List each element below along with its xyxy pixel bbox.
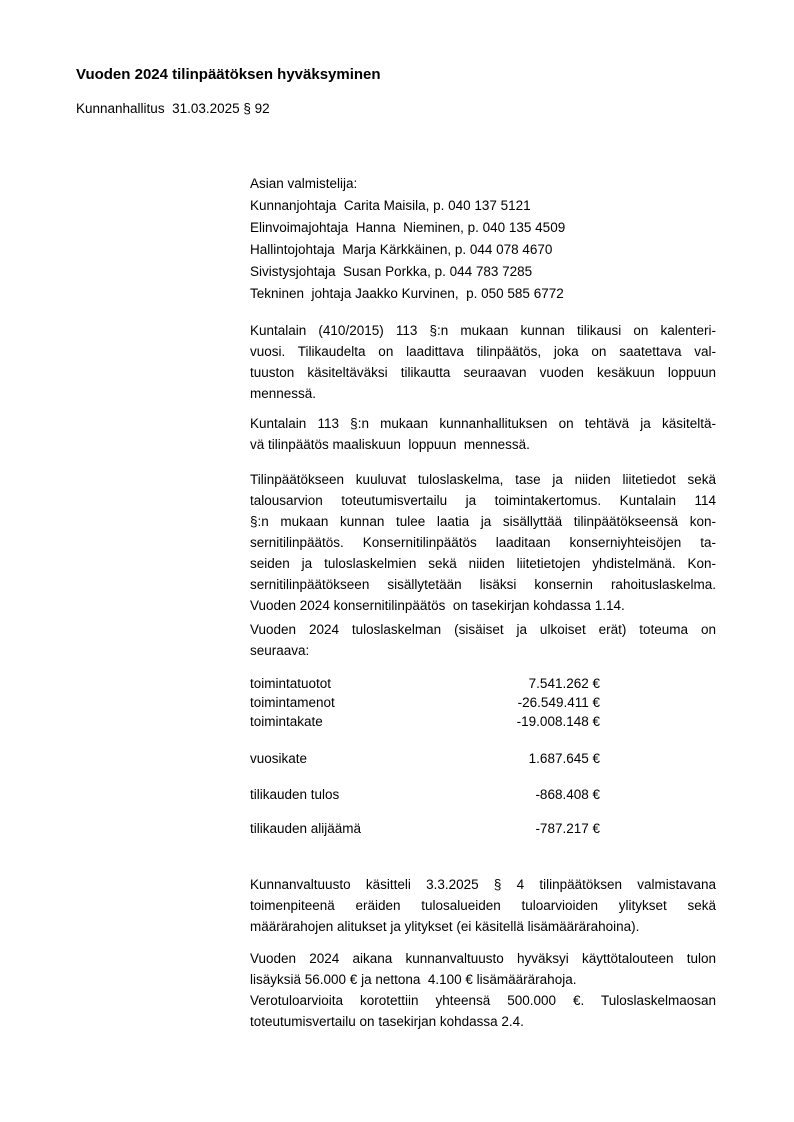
row-label: toimintatuotot <box>250 676 332 691</box>
paragraph-line: seuraava: <box>250 643 310 658</box>
row-value: -787.217 € <box>535 821 600 836</box>
committee-reference-line: Kunnanhallitus 31.03.2025 § 92 <box>76 101 270 116</box>
table-row <box>250 674 600 693</box>
table-row <box>250 712 600 731</box>
preparer-section <box>250 173 716 305</box>
row-label: tilikauden alijäämä <box>250 821 362 836</box>
paragraph-line: Kuntalain 113 §:n mukaan kunnanhallituksen on tehtävä ja käsiteltä- <box>250 416 716 431</box>
income-statement-table <box>250 674 600 838</box>
paragraph-line: lisäyksiä 56.000 € ja nettona 4.100 € lisämäärärahoja. <box>250 972 577 987</box>
paragraph-council-preparation <box>250 874 716 937</box>
preparer-contact: Hallintojohtaja Marja Kärkkäinen, p. 044 078 4670 <box>250 242 553 257</box>
table-row <box>250 749 600 768</box>
page-title: Vuoden 2024 tilinpäätöksen hyväksyminen <box>76 66 381 83</box>
paragraph-line: mennessä. <box>250 386 317 401</box>
preparer-contact: Kunnanjohtaja Carita Maisila, p. 040 137 5121 <box>250 198 531 213</box>
row-value: -868.408 € <box>535 787 600 802</box>
paragraph-line: Vuoden 2024 aikana kunnanvaltuusto hyväksyi käyttötalouteen tulon <box>250 951 716 966</box>
paragraph-line: sernitilinpäätökseen sisällytetään lisäksi konsernin rahoituslaskelma. <box>250 577 716 592</box>
row-label: toimintamenot <box>250 695 335 710</box>
paragraph-line: talousarvion toteutumisvertailu ja toimintakertomus. Kuntalain 114 <box>250 493 716 508</box>
paragraph-line: sernitilinpäätös. Konsernitilinpäätös laaditaan konserniyhteisöjen ta- <box>250 535 716 550</box>
table-row <box>250 693 600 712</box>
table-row <box>250 819 600 838</box>
paragraph-line: Kunnanvaltuusto käsitteli 3.3.2025 § 4 tilinpäätöksen valmistavana <box>250 877 716 892</box>
paragraph-line: seiden ja tuloslaskelmien sekä niiden liitetietojen yhdistelmänä. Kon- <box>250 556 716 571</box>
row-label: vuosikate <box>250 751 308 766</box>
table-row <box>250 785 600 804</box>
paragraph-board-duty-law <box>250 413 716 455</box>
row-value: 7.541.262 € <box>528 676 600 691</box>
paragraph-line: toimenpiteenä eräiden tulosalueiden tuloarvioiden ylitykset sekä <box>250 898 716 913</box>
row-value: -26.549.411 € <box>517 695 600 710</box>
preparer-heading: Asian valmistelija: <box>250 176 358 191</box>
paragraph-line: Vuoden 2024 tuloslaskelman (sisäiset ja ulkoiset erät) toteuma on <box>250 622 716 637</box>
row-label: tilikauden tulos <box>250 787 340 802</box>
paragraph-line: Vuoden 2024 konsernitilinpäätös on tasekirjan kohdassa 1.14. <box>250 598 625 613</box>
paragraph-line: Kuntalain (410/2015) 113 §:n mukaan kunnan tilikausi on kalenteri- <box>250 323 716 338</box>
paragraph-statement-contents <box>250 469 716 616</box>
paragraph-line: Verotuloarvioita korotettiin yhteensä 500.000 €. Tuloslaskelmaosan <box>250 993 716 1008</box>
paragraph-result-intro <box>250 619 716 661</box>
preparer-contact: Elinvoimajohtaja Hanna Nieminen, p. 040 135 4509 <box>250 220 566 235</box>
preparer-contact: Tekninen johtaja Jaakko Kurvinen, p. 050 585 6772 <box>250 286 564 301</box>
preparer-contact: Sivistysjohtaja Susan Porkka, p. 044 783 7285 <box>250 264 533 279</box>
paragraph-line: toteutumisvertailu on tasekirjan kohdassa 2.4. <box>250 1014 524 1029</box>
paragraph-budget-changes <box>250 948 716 1032</box>
paragraph-fiscal-year-law <box>250 320 716 404</box>
paragraph-line: tuuston käsiteltäväksi tilikautta seuraavan vuoden kesäkuun loppuun <box>250 365 716 380</box>
paragraph-line: Tilinpäätökseen kuuluvat tuloslaskelma, tase ja niiden liitetiedot sekä <box>250 472 716 487</box>
paragraph-line: vä tilinpäätös maaliskuun loppuun mennessä. <box>250 437 530 452</box>
row-value: -19.008.148 € <box>516 714 600 729</box>
paragraph-line: määrärahojen alitukset ja ylitykset (ei käsitellä lisämäärärahoina). <box>250 919 640 934</box>
row-value: 1.687.645 € <box>528 751 600 766</box>
row-label: toimintakate <box>250 714 323 729</box>
paragraph-line: vuosi. Tilikaudelta on laadittava tilinpäätös, joka on saatettava val- <box>250 344 716 359</box>
paragraph-line: §:n mukaan kunnan tulee laatia ja sisällyttää tilinpäätökseensä kon- <box>250 514 716 529</box>
